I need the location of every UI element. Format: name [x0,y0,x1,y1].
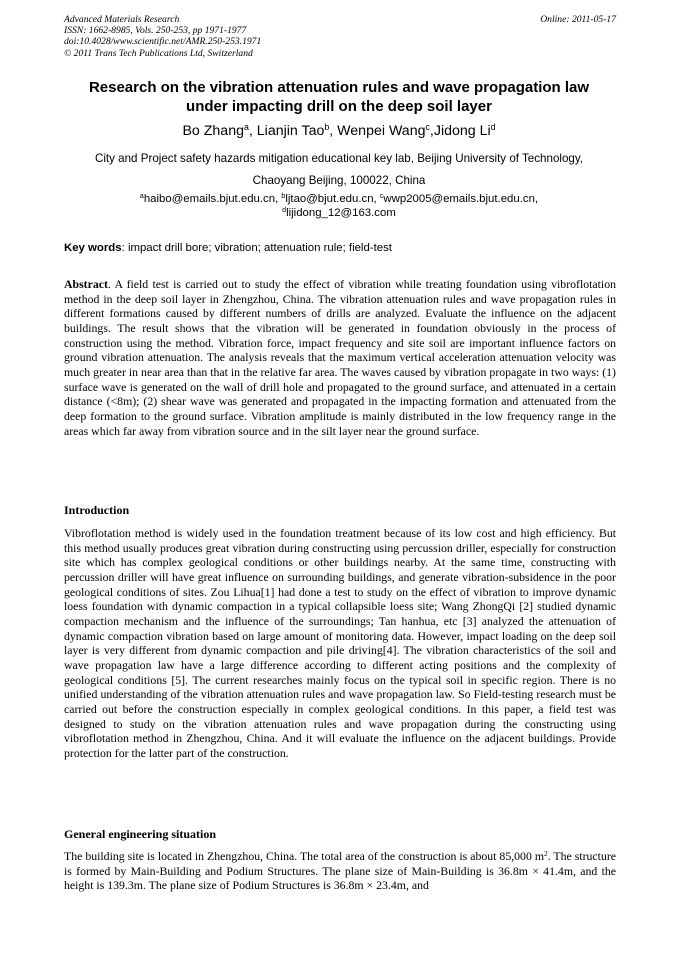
author [337,123,434,139]
email-list [40,192,638,220]
email-mark: c [379,193,384,201]
author-affil-mark: b [324,122,330,133]
author-list [40,122,638,140]
affiliation-line-1: City and Project safety hazards mitigation educational key lab, Beijing University of Technology, [94,152,584,165]
email-address: ljtao@bjut.edu.cn, [285,193,380,205]
engineering-text-part-2: . The structure is formed by Main-Building and Podium Structures. The plane size of Main-Building is 36.8m × 41.4m, and the height is 139.3m. The plane size of Podium Structures is 36.8m × 23.4m, and [64,849,617,893]
paper-title [40,78,638,116]
email-address: lijidong_12@163.com [286,207,396,220]
author-name: Bo Zhang [182,123,244,139]
author-separator: , [329,123,338,139]
title-line-1: Research on the vibration attenuation rules and wave propagation law [88,79,590,96]
author [257,123,337,139]
journal-doi: doi:10.4028/www.scientific.net/AMR.250-253.1971 [64,36,262,48]
author-separator: , [248,123,257,139]
section-heading-engineering: General engineering situation [64,827,216,841]
author-affil-mark: a [243,122,249,133]
email-mark: a [139,193,144,201]
abstract [64,277,616,438]
online-date: Online: 2011-05-17 [540,14,616,25]
email-line-1 [40,192,638,206]
author-name: Jidong Li [433,123,491,139]
author-name: Lianjin Tao [256,123,325,139]
journal-copyright: © 2011 Trans Tech Publications Ltd, Switzerland [64,47,253,59]
keywords-text: : impact drill bore; vibration; attenuation rule; field-test [121,242,392,254]
author-affil-mark: c [425,122,430,133]
journal-name: Advanced Materials Research [64,14,180,25]
introduction-text: Vibroflotation method is widely used in the foundation treatment because of its low cost and high efficiency. But this method usually produces great vibration during constructing using percussion driller, especially for construction site which has complex geological conditions or other buildings nearby. At the same time, constructing with percussion driller will have great influence on surrounding buildings, and generate vibration-subsidence in the poor geological conditions of sites. Zou Lihua[1] had done a test to study on the effect of vibration to improve dynamic loess foundation with dynamic compaction in a typical collapsible loess site; Wang ZhongQi [2] studied dynamic compaction mechanism and the influence of the surroundings; Tan hanhua, etc [3] analyzed the attenuation of dynamic compaction vibration based on large amount of monitoring data. However, impact loading on the deep soil layer is very different from dynamic compaction and pile driving[4]. The vibration characteristics of the soil and wave propagation law have a large difference according to different acting positions and the complexity of geological conditions [5]. The current researches mainly focus on the typical soil in specific region. There is no unified understanding of the vibration attenuation rules and wave propagation law. So Field-testing research must be carried out before the construction especially in complex geological conditions. In this paper, a field test was designed to study on the vibration attenuation rules and wave propagation during the constructing using vibroflotation method in Zhengzhou, China. And it will evaluate the influence on the adjacent buildings. Provide protection for the latter part of the construction. [64,526,616,760]
email-mark: d [282,207,287,215]
section-heading-introduction: Introduction [64,503,130,517]
author-affil-mark: d [490,122,496,133]
email-line-2 [40,206,638,220]
author-name: Wenpei Wang [337,123,426,139]
title-line-2: under impacting drill on the deep soil layer [186,98,492,115]
author [434,123,496,139]
engineering-text [64,849,616,893]
abstract-text: . A field test is carried out to study the effect of vibration while treating foundation using vibroflotation method in the deep soil layer in Zhengzhou, China. The vibration attenuation rules and wave propagation rules in different formations caused by different numbers of drills are analyzed. Evaluate the influence on the adjacent buildings. The result shows that the vibration will be generated in foundation obviously in the process of construction using the method. Vibration force, impact frequency and site soil are important influence factors on ground vibration attenuation. The analysis reveals that the maximum vertical acceleration attenuation velocity was much greater in near area than that in the relative far area. The waves caused by vibration propagate in two ways: (1) surface wave is generated on the wall of drill hole and propagated to the ground surface, and attenuated in a certain distance (<8m); (2) shear wave was generated and propagated in the impacting formation and attenuated from the deep formation to the ground surface. Vibration amplitude is mainly distributed in the low frequency range in the areas which far away from vibration source and in the silt layer near the ground surface. [64,277,616,438]
author [182,123,256,139]
author-separator: , [429,123,434,139]
keywords-label: Key words [64,242,122,254]
affiliation-line-2: Chaoyang Beijing, 100022, China [252,174,426,187]
abstract-label: Abstract [64,277,108,291]
email-address: wwp2005@emails.bjut.edu.cn, [383,193,539,205]
engineering-text-part-1: The building site is located in Zhengzhou, China. The total area of the construction is about 85,000 m [64,849,545,863]
journal-header [64,14,616,59]
journal-issn: ISSN: 1662-8985, Vols. 250-253, pp 1971-1977 [64,25,247,37]
area-unit-superscript: 2 [544,848,548,858]
email-address: haibo@emails.bjut.edu.cn, [143,193,282,205]
email-mark: b [281,193,286,201]
affiliation [40,148,638,192]
keywords [64,241,616,255]
